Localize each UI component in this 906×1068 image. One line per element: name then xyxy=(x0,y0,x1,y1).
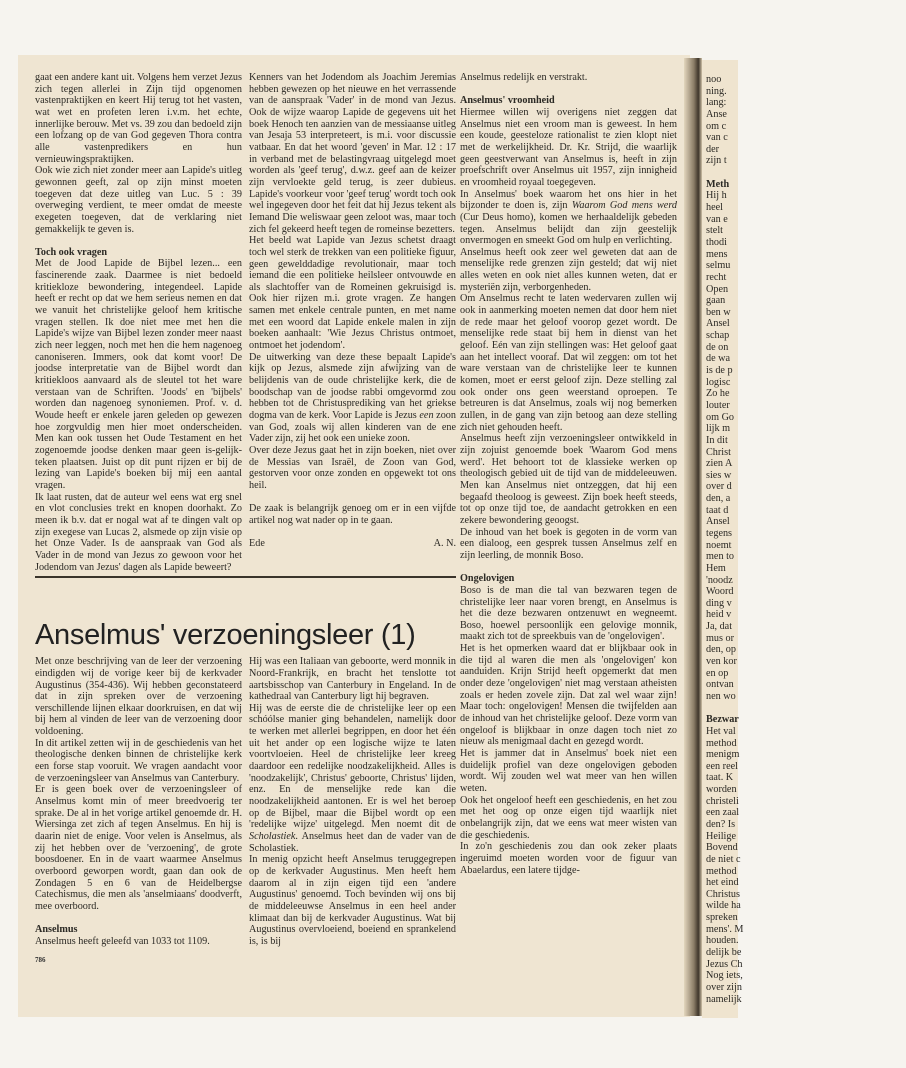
text-run: Hij was de eerste die de christelijke leer op een schóólse manier ging behandelen, namelijk door te werken met allerlei begrippen, en door het één uit het ander op een logische wijze te laten voortvloeien. Heel de christelijke leer kreeg daardoor een redelijke noodzakelijkheid. Alles is 'noodzakelijk', Christus' geboorte, Christus' lijden, enz. En de menselijke rede kan die noodzakelijkheid aantonen. Er is wel het beroep op de Bijbel, maar die Bijbel wordt op een 'redelijke wijze' uitgelegd. Men noemt dit de xyxy=(249,702,456,831)
next-page-line: Bezwar xyxy=(706,714,739,726)
paragraph xyxy=(460,189,677,247)
text-run: Met onze beschrijving van de leer der verzoening eindigden wij de vorige keer bij de kerkvader Augustinus (354-436). Wij hebben geconstateerd dat in zijn spreken over de verzoening verschillende lijnen elkaar doorkruisen, en dat wij bij hem al vinden de leer van de verzoening door voldoening. xyxy=(35,656,242,738)
paragraph xyxy=(249,72,456,235)
next-page-line: houden. xyxy=(706,935,739,947)
section-heading xyxy=(35,924,242,936)
section-heading xyxy=(460,573,677,585)
next-page-line: zien A xyxy=(706,458,733,470)
next-page-line: mus or xyxy=(706,632,735,644)
paragraph xyxy=(35,165,242,235)
next-page-line: zijn t xyxy=(706,155,727,167)
text-run: Er is geen boek over de verzoeningsleer of Anselmus komt min of meer breedvoerig ter sprake. De al in het vorige artikel genoemde dr. H. Wiersinga zet zich af tegen Anselmus. En hij is daarin niet de enige. Voor velen is Anselmus, als zij het hebben over de 'verzoening', de grote boosdoener. En in de vaart waarmee Anselmus overboord geworpen wordt, gaan dan ook de Zondagen 5 en 6 van de Heidelbergse Catechismus, die men als 'anselmiaans' doodverft, mee overboord. xyxy=(35,784,242,912)
next-page-line: noo xyxy=(706,74,722,85)
text-run: In menig opzicht heeft Anselmus teruggegrepen op de kerkvader Augustinus. Men heeft hem daarom al in zijn eigen tijd een 'andere Augustinus' genoemd. Toch bevinden wij ons bij de middeleeuwse Anselmus in een heel ander klimaat dan bij de kerkvader Augustinus. Wat bij Augustinus overvloeiend, boeiend en sprankelend is, is bij xyxy=(249,854,456,947)
paragraph xyxy=(35,738,242,785)
next-page-line: een reel xyxy=(706,760,738,772)
text-run: Ook wie zich niet zonder meer aan Lapide's uitleg gewonnen geeft, zal op zijn minst moeten toegeven dat deze uitleg van Luc. 5 : 39 overweging verdient, te meer omdat de meeste exegeten toegeven, dat de verklaring niet gemakkelijk te geven is. xyxy=(35,165,242,235)
text-run: Met de Jood Lapide de Bijbel lezen... een fascinerende zaak. Daarmee is niet bedoeld kritiekloze bewondering, integendeel. Lapide heeft er recht op dat we hem serieus nemen en dat we vanuit het christelijke geloof hem kritische vragen stellen. Ik doe niet mee met hen die Lapide's wijze van Bijbel lezen zonder meer naast zich neer leggen, noch met hen die hem nagenoeg canoniseren. Immers, ook dat komt voor! De joodse interpretatie van de Bijbel wordt dan kritiekloos aanvaard als de sleutel tot het ware verstaan van de Schriften. 'Joods' en 'bijbels' worden dan nagenoeg synoniemen. Prof. v. d. Woude heeft er enkele jaren geleden op gewezen hoe zorgvuldig men hier moet onderscheiden. Men kan ook tussen het Oude Testament en het zogenoemde joodse denken maar geen is-gelijk-teken plaatsen. Juist op dit punt rijzen er bij de lezing van Lapide's boeken bij mij een aantal vragen. xyxy=(35,258,242,491)
next-page-line: In dit xyxy=(706,434,728,446)
text-run: Het is jammer dat in Anselmus' boek niet een duidelijk profiel van deze ongelovigen geboden wordt. Wij zouden wel wat meer van hen willen weten. xyxy=(460,748,677,794)
text-run: zoon van God, zoals wij allen kinderen van de ene Vader zijn, zij het ook een unieke zoon. xyxy=(249,410,456,445)
left-columns-region xyxy=(35,72,456,964)
signoff-author: A. N. xyxy=(433,538,456,550)
next-page-line: Hem xyxy=(706,562,726,574)
text-run: Over deze Jezus gaat het in zijn boeken, niet over de Messias van Israël, de Zoon van God, gestorven voor onze zonden en opgewekt tot ons heil. xyxy=(249,445,456,491)
text-run: Ongelovigen xyxy=(460,573,515,585)
next-page-edge xyxy=(702,60,744,1018)
next-page-line: Bovend xyxy=(706,842,738,854)
next-page-line xyxy=(706,703,906,715)
next-page-line: noemt xyxy=(706,539,732,551)
next-page-line: Heilige xyxy=(706,830,736,842)
paragraph xyxy=(460,585,677,643)
next-page-line: Ja, dat xyxy=(706,621,733,633)
text-run: Anselmus redelijk en verstrakt. xyxy=(460,72,588,83)
paragraph xyxy=(35,656,242,738)
paragraph xyxy=(249,703,456,855)
text-run: De uitwerking van deze these bepaalt Lapide's kijk op Jezus, alsmede zijn afwijzing van de belijdenis van de oude christelijke kerk, die de boodschap van de joodse rabbi omgevormd zou hebben tot de Christusprediking van het griekse dogma van de kerk. Voor Lapide is Jezus xyxy=(249,351,456,422)
next-page-line: logisc xyxy=(706,376,731,388)
text-run: Ik laat rusten, dat de auteur wel eens wat erg snel en vlot conclusies trekt en knopen doorhakt. Zo meen ik b.v. dat er nogal wat af te dingen valt op zijn exegese van Lucas 2, alsmede op zijn visie op het Onze Vader. Is de aanspraak van God als Vader in de mond van Jezus zo gewoon voor het Jodendom van Jezus' dagen als Lapide beweert? xyxy=(35,491,242,573)
text-run: Het is het opmerken waard dat er blijkbaar ook in die tijd al waren die men als 'ongelovigen' kon aanduiden. Krijn Strijd heeft opgemerkt dat men onder deze 'ongelovigen' niet mag verstaan atheisten zoals er heden zovele zijn. Dat zal wel waar zijn! Maar toch: ongelovigen! Mensen die twijfelden aan de inhoud van het christelijke geloof. Deze vorm van ongeloof is blijkbaar in onze dagen toch niet zo nieuw als menigmaal dacht en gezegd wordt. xyxy=(460,643,677,748)
next-page-line: en op xyxy=(706,667,729,679)
paragraph xyxy=(460,795,677,842)
next-page-line: het eind xyxy=(706,877,739,889)
text-run: Anselmus xyxy=(35,924,78,936)
next-page-line: een zaal xyxy=(706,807,740,819)
italic-text: een xyxy=(419,410,434,422)
paragraph xyxy=(249,352,456,445)
paragraph xyxy=(35,936,242,948)
section-heading xyxy=(35,247,242,259)
next-page-line: van e xyxy=(706,213,728,225)
paragraph xyxy=(249,235,456,352)
text-run: In dit artikel zetten wij in de geschiedenis van het theologische denken binnen de christelijke kerk een forse stap vooruit. We vragen aandacht voor de verzoeningsleer van Anselmus van Canterbury. xyxy=(35,737,242,784)
next-page-line: over d xyxy=(706,481,732,493)
paragraph xyxy=(249,445,456,492)
next-page-line: mens xyxy=(706,248,728,260)
text-run: Hij was een Italiaan van geboorte, werd monnik in Noord-Frankrijk, en bracht het tenslotte tot aartsbisschop van Canterbury in Engeland. In de kathedraal van Canterbury ligt hij begraven. xyxy=(249,656,456,703)
paragraph xyxy=(249,503,456,526)
italic-text: Scholastiek xyxy=(249,831,296,843)
next-page-line: Zo he xyxy=(706,388,730,400)
next-page-line: method xyxy=(706,865,737,877)
next-page-line: method xyxy=(706,737,737,749)
next-page-line: is de p xyxy=(706,365,733,377)
next-page-line: ning. xyxy=(706,85,727,97)
next-page-line: men to xyxy=(706,551,735,563)
next-page-line: Open xyxy=(706,283,729,295)
next-page-line: christeli xyxy=(706,795,739,807)
next-page-line: om Go xyxy=(706,411,735,423)
next-page-line: sies w xyxy=(706,469,732,481)
next-page-line: de wa xyxy=(706,353,731,365)
text-run: Anselmus' vroomheid xyxy=(460,95,555,107)
paragraph xyxy=(460,643,677,748)
text-run: De zaak is belangrijk genoeg om er in een vijfde artikel nog wat nader op in te gaan. xyxy=(249,503,456,526)
next-page-line: heel xyxy=(706,202,723,214)
next-page-line: den? Is xyxy=(706,819,736,830)
next-page-line: de niet c xyxy=(706,853,741,865)
page-fold-shadow xyxy=(684,58,702,1016)
text-run: Ook het ongeloof heeft een geschiedenis, en het zou met het oog op onze eigen tijd waarlijk niet onbelangrijk zijn, dat we eens wat meer wisten van die geschiedenis. xyxy=(460,794,677,841)
next-page-line: 'noodz xyxy=(706,574,733,586)
next-page-line: thodi xyxy=(706,236,727,248)
signoff-place: Ede xyxy=(249,538,265,550)
paragraph xyxy=(249,656,456,703)
text-run: Anselmus heeft zijn verzoeningsleer ontwikkeld in zijn zojuist genoemde boek 'Waarom God mens werd'. Het behoort tot de klassieke werken op theologisch gebied uit de tijd van de middeleeuwen. Men kan Anselmus niet ontzeggen, dat hij een begaafd theoloog is geweest. Zijn boek heeft steeds, tot op onze tijd toe, de aandacht getrokken en een zekere bewondering geoogst. xyxy=(460,433,677,526)
next-page-line: ven kor xyxy=(706,656,737,668)
next-page-line: namelijk xyxy=(706,993,742,1005)
next-page-line: heid v xyxy=(706,609,732,621)
next-page-line xyxy=(706,167,906,179)
paragraph xyxy=(249,854,456,947)
author-signoff xyxy=(249,538,456,550)
text-run: Kenners van het Jodendom als Joachim Jeremias hebben gewezen op het nieuwe en het verrassende van de aanspraak 'Vader' in de mond van Jezus. Ook de wijze waarop Lapide de gegevens uit het boek Henoch ten aanzien van de messiaanse uitleg van Jesaja 53 interpreteert, is m.i. voor discussie vatbaar. En dat het woord 'geven' in Mar. 12 : 17 in verband met de belastingvraag uitgelegd moet worden als 'geef terug', d.w.z. geef aan de keizer zijn vervloekte geld terug, is zeer dubieus. Lapide's voorkeur voor 'geef terug' wordt toch ook wel ingegeven door het feit dat hij Jezus tekent als Iemand Die weliswaar geen zeloot was, maar toch zich fel gekeerd heeft tegen de romeinse bezetters. xyxy=(249,72,456,235)
next-page-line: delijk be xyxy=(706,947,742,959)
page-number: 786 xyxy=(35,955,46,964)
next-page-line: Anse xyxy=(706,108,727,120)
next-page-line: taat. K xyxy=(706,772,734,784)
next-page-line: louter xyxy=(706,399,730,411)
article-column-1 xyxy=(35,656,242,947)
next-page-line: schap xyxy=(706,330,730,342)
paragraph xyxy=(460,247,677,294)
article-divider xyxy=(35,576,456,578)
next-page-line: over zijn xyxy=(706,981,742,993)
next-page-line: der xyxy=(706,143,720,155)
paragraph xyxy=(460,527,677,562)
text-run: De inhoud van het boek is gegoten in de vorm van een dialoog, een gesprek tussen Anselmus zelf en zijn leerling, de monnik Boso. xyxy=(460,526,677,561)
italic-text: Waarom God mens werd xyxy=(571,200,677,212)
next-page-line: Hij h xyxy=(706,190,727,202)
next-page-line: Christus xyxy=(706,888,740,900)
next-page-line: spreken xyxy=(706,912,738,924)
text-run: Toch ook vragen xyxy=(35,246,108,258)
paragraph xyxy=(35,492,242,574)
next-page-line: Christ xyxy=(706,446,731,458)
next-page-line: recht xyxy=(706,271,727,283)
next-page-line: Jezus Ch xyxy=(706,958,743,970)
text-run: Hiermee willen wij overigens niet zeggen dat Anselmus niet een vroom man is geweest. In hem een koude, geesteloze rationalist te zien klopt niet met de werkelijkheid. Dr. Kr. Strijd, die waarlijk geen geestverwant van Anselmus is, heeft in zijn proefschrift over Anselmus uit 1957, zijn innigheid en vroomheid royaal toegegeven. xyxy=(460,106,677,188)
next-page-line: den, a xyxy=(706,493,731,505)
next-page-line: lijk m xyxy=(706,423,731,435)
paragraph xyxy=(460,107,677,189)
text-run: In zo'n geschiedenis zou dan ook zeker plaats ingeruimd moeten worden voor de figuur van Abaelardus, een latere tijdge- xyxy=(460,841,677,876)
next-page-line: lang: xyxy=(706,97,727,109)
next-page-line: worden xyxy=(706,784,737,796)
text-run: Anselmus heeft ook zeer wel geweten dat aan de menselijke rede grenzen zijn gesteld; dat wij niet alles weten en ook niet alles kunnen weten, dat er mysteriën zijn, verborgenheden. xyxy=(460,246,677,293)
next-page-line: Woord xyxy=(706,586,734,598)
text-run: Het beeld wat Lapide van Jezus schetst draagt toch wel sterk de trekken van een politieke figuur, geen gewelddadige revolutionair, maar toch iemand die een politieke heilsleer ontvouwde en als slachtoffer van de Romeinen gekruisigd is. Ook hier rijzen m.i. grote vragen. Ze hangen samen met enkele centrale punten, en met name met een woord dat Lapide enkele malen in zijn boeken aanhaalt: 'Wie Jezus Christus ontmoet, ontmoet het jodendom'. xyxy=(249,235,456,352)
paragraph xyxy=(460,72,677,84)
paragraph xyxy=(460,841,677,876)
text-run: In Anselmus' boek waarom het ons hier in het bijzonder te doen is, zijn xyxy=(460,188,677,212)
article-column-3 xyxy=(460,72,677,876)
next-page-line: mens'. M xyxy=(706,923,744,935)
next-page-line: wilde ha xyxy=(706,900,741,912)
previous-article-columns xyxy=(35,72,456,573)
next-page-line: menigm xyxy=(706,749,740,761)
paragraph xyxy=(35,72,242,165)
next-page-line: ontvan xyxy=(706,679,734,691)
text-run: Anselmus heeft geleefd van 1033 tot 1109. xyxy=(35,935,210,947)
text-run: gaat een andere kant uit. Volgens hem verzet Jezus zich tegen allerlei in Zijn tijd opgenomen vastenpraktijken en keert Hij terug tot het vasten, wat wet en profeten leren i.v.m. het echte, innerlijke berouw. Met vs. 39 zou dan bedoeld zijn een lofzang op de van God gegeven Thora contra alle vastenpredikers en hun vernieuwingspraktijken. xyxy=(35,72,242,165)
section-heading xyxy=(460,95,677,107)
next-page-line: selmu xyxy=(706,260,731,272)
next-page-line: Meth xyxy=(706,178,730,190)
paragraph xyxy=(35,784,242,912)
article-column-2 xyxy=(249,656,456,947)
text-run: (Cur Deus homo), komen we herhaaldelijk gebeden tegen. Anselmus belijdt dan zijn geestelijk onvermogen en smeekt God om hulp en verlichting. xyxy=(460,211,677,247)
article-title: Anselmus' verzoeningsleer (1) xyxy=(35,619,416,652)
next-page-line: gaan xyxy=(706,295,726,307)
paragraph xyxy=(460,293,677,433)
next-page-line: den, op xyxy=(706,644,736,656)
next-page-line: Ansel xyxy=(706,318,730,330)
previous-article-column-1 xyxy=(35,72,242,573)
text-run: Boso is de man die tal van bezwaren tegen de christelijke leer naar voren brengt, en Anselmus is het die deze bezwaren ontzenuwt en wegneemt. Boso, hoewel persoonlijk een gelovige monnik, maakt zich tot de spreekbuis van de 'ongelovigen'. xyxy=(460,584,677,643)
paragraph xyxy=(460,433,677,526)
next-page-line: ben w xyxy=(706,306,731,318)
next-page-line: taat d xyxy=(706,504,729,516)
paragraph xyxy=(35,258,242,491)
next-page-text-fragments xyxy=(706,74,906,1005)
next-page-line: tegens xyxy=(706,527,733,539)
text-run: . Anselmus heet dan de vader van de Scholastiek. xyxy=(249,831,456,854)
next-page-line: om c xyxy=(706,120,727,132)
next-page-line: stelt xyxy=(706,225,723,237)
next-page-line: Het val xyxy=(706,725,736,737)
next-page-line: Ansel xyxy=(706,516,730,528)
next-page-line: nen wo xyxy=(706,690,736,702)
article-columns xyxy=(35,656,456,947)
next-page-line: de on xyxy=(706,341,729,353)
previous-article-column-2 xyxy=(249,72,456,550)
next-page-line: van c xyxy=(706,132,728,144)
text-run: Om Anselmus recht te laten wedervaren zullen wij ook in aanmerking moeten nemen dat door hem niet de rede maar het geloof voorop gezet wordt. De menselijke rede staat bij hem in dienst van het geloof. Eén van zijn stellingen was: Het geloof gaat aan het intellect vooraf. Dat wil zeggen: om tot het ware verstaan van de christelijke leer te kunnen komen, moet er eerst geloof zijn. Deze stelling zal ook onder ons geen weerstand oproepen. Te betreuren is dat Anselmus, zoals wij nog bemerken zullen, in de gang van zijn betoog aan deze stelling zich niet gehouden heeft. xyxy=(460,293,677,433)
paragraph xyxy=(460,748,677,795)
next-page-line: ding v xyxy=(706,597,732,609)
next-page-line: Nog iets, xyxy=(706,970,743,982)
